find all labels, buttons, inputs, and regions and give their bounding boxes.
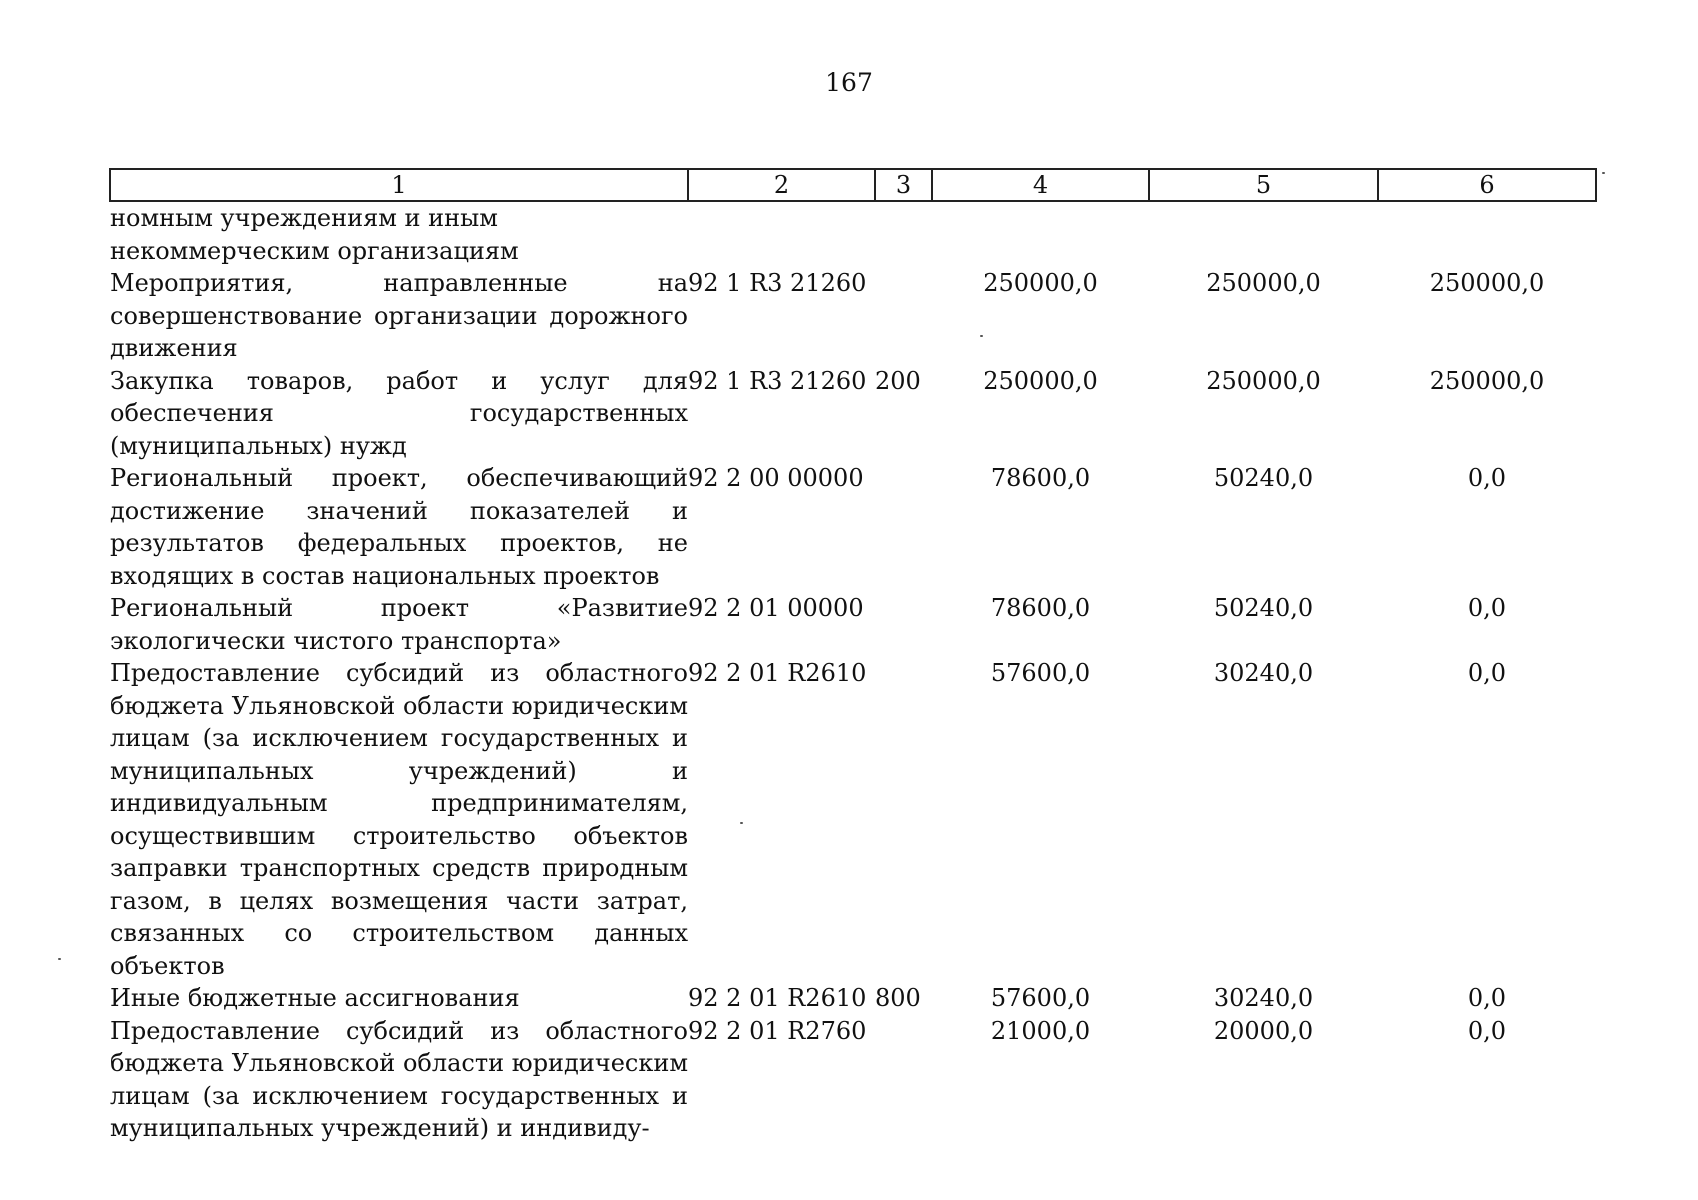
row-value-6: 0,0	[1467, 594, 1507, 622]
row-value-4: 21000,0	[990, 1016, 1091, 1045]
column-header-5: 5	[1149, 169, 1378, 201]
row-value-5	[1149, 201, 1378, 267]
row-value-4	[932, 201, 1149, 267]
row-value-5: 20000,0	[1213, 1016, 1314, 1045]
row-value-5: 250000,0	[1206, 366, 1321, 395]
table-row	[110, 201, 1596, 267]
row-name: Иные бюджетные ассигнования	[110, 984, 520, 1012]
row-name: Региональный проект, обеспечивающий достижение значений показателей и результатов федеральных проектов, не входящих в состав национальных проектов	[110, 464, 688, 590]
row-code: 92 2 01 R2610	[688, 984, 867, 1012]
scan-speck	[58, 958, 61, 960]
row-value-4: 78600,0	[990, 464, 1091, 492]
column-header-4: 4	[932, 169, 1149, 201]
column-header-2: 2	[688, 169, 875, 201]
row-name: Региональный проект «Развитие экологически чистого транспорта»	[110, 594, 688, 655]
row-type	[875, 1015, 932, 1145]
row-name: Предоставление субсидий из областного бюджета Ульяновской области юридическим лицам (за исключением государственных и муниципальных учреждений) и индивидуальным предпринимателям, осуществившим строительство объектов заправки транспортных средств природным газом, в целях возмещения части затрат, связанных со строительством данных объектов	[110, 659, 688, 980]
table-row	[110, 657, 1596, 982]
row-code: 92 2 01 R2610	[688, 659, 867, 687]
page-number: 167	[825, 68, 873, 97]
row-value-6: 250000,0	[1429, 366, 1545, 395]
row-type	[875, 462, 932, 592]
row-value-5: 250000,0	[1206, 269, 1321, 297]
row-value-4: 57600,0	[990, 984, 1091, 1012]
row-name: номным учреждениям и иным некоммерческим организациям	[110, 204, 519, 265]
row-value-5: 30240,0	[1213, 984, 1314, 1012]
row-value-5: 50240,0	[1213, 594, 1314, 622]
row-value-6	[1378, 201, 1596, 267]
row-value-4: 250000,0	[983, 366, 1098, 395]
header-row	[110, 169, 1596, 201]
scan-speck	[980, 335, 983, 337]
row-value-6: 0,0	[1467, 984, 1507, 1012]
scan-speck	[1602, 172, 1605, 174]
scan-speck	[740, 822, 743, 824]
row-code: 92 2 01 00000	[688, 594, 864, 622]
row-code: 92 2 01 R2760	[688, 1016, 867, 1045]
row-value-6: 0,0	[1467, 1016, 1507, 1045]
row-value-5: 50240,0	[1213, 464, 1314, 492]
row-value-5: 30240,0	[1213, 659, 1314, 687]
row-type	[875, 657, 932, 982]
table-row	[110, 1015, 1596, 1145]
row-code: 92 2 00 00000	[688, 464, 864, 492]
row-type: 800	[875, 984, 921, 1012]
row-name: Мероприятия, направленные на совершенствование организации дорожного движения	[110, 269, 688, 362]
row-value-4: 78600,0	[990, 594, 1091, 622]
table-row	[110, 462, 1596, 592]
row-code	[688, 201, 875, 267]
table-row	[110, 267, 1596, 365]
column-header-1: 1	[110, 169, 688, 201]
row-name: Предоставление субсидий из областного бюджета Ульяновской области юридическим лицам (за исключением государственных и муниципальных учреждений) и индивиду-	[110, 1016, 688, 1142]
row-code: 92 1 R3 21260	[688, 366, 867, 395]
row-code: 92 1 R3 21260	[688, 269, 867, 297]
row-type: 200	[875, 366, 921, 395]
row-type	[875, 592, 932, 657]
row-value-4: 57600,0	[990, 659, 1091, 687]
budget-table	[109, 168, 1597, 1145]
row-name: Закупка товаров, работ и услуг для обеспечения государственных (муниципальных) нужд	[110, 366, 688, 460]
table-row	[110, 982, 1596, 1015]
table-row	[110, 365, 1596, 463]
row-value-6: 250000,0	[1429, 269, 1545, 297]
row-value-6: 0,0	[1467, 464, 1507, 492]
table-row	[110, 592, 1596, 657]
row-type	[875, 267, 932, 365]
column-header-6: 6	[1378, 169, 1596, 201]
row-value-4: 250000,0	[983, 269, 1098, 297]
column-header-3: 3	[875, 169, 932, 201]
row-value-6: 0,0	[1467, 659, 1507, 687]
row-type	[875, 201, 932, 267]
